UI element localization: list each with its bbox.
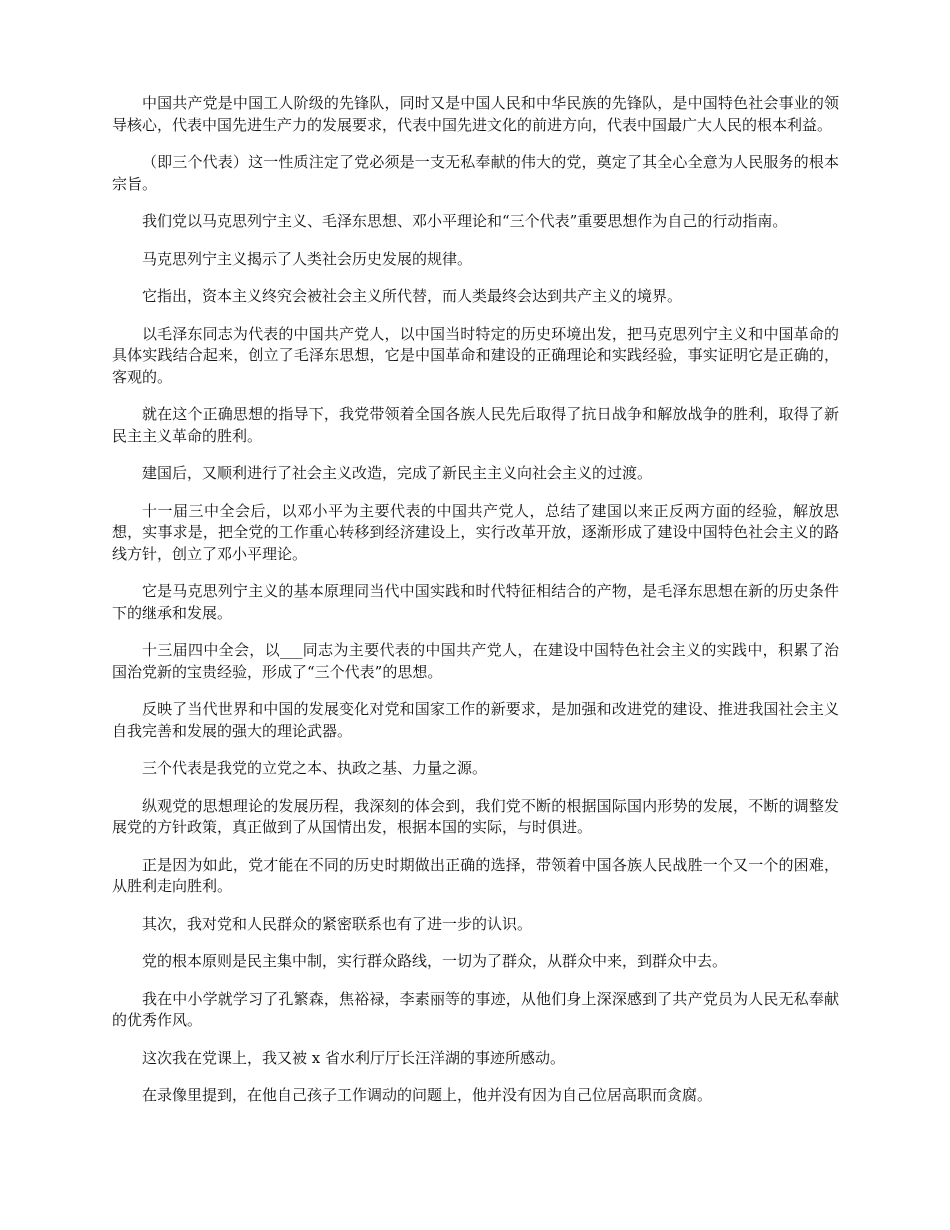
paragraph: 它是马克思列宁主义的基本原理同当代中国实践和时代特征相结合的产物，是毛泽东思想在新的历史条件下的继承和发展。: [112, 582, 839, 622]
paragraph: 十一届三中全会后，以邓小平为主要代表的中国共产党人，总结了建国以来正反两方面的经验，解放思想，实事求是，把全党的工作重心转移到经济建设上，实行改革开放，逐渐形成了建设中国特色社会主义的路线方针，创立了邓小平理论。: [112, 501, 839, 563]
paragraph: 三个代表是我党的立党之本、执政之基、力量之源。: [142, 759, 488, 777]
paragraph: 中国共产党是中国工人阶级的先锋队，同时又是中国人民和中华民族的先锋队，是中国特色社会事业的领导核心，代表中国先进生产力的发展要求，代表中国先进文化的前进方向，代表中国最广大人民的根本利益。: [112, 94, 839, 134]
paragraph: 这次我在党课上，我又被 x 省水利厅厅长汪洋湖的事迹所感动。: [142, 1048, 565, 1067]
paragraph: 党的根本原则是民主集中制，实行群众路线，一切为了群众，从群众中来，到群众中去。: [142, 952, 728, 970]
document-page: [112, 93, 839, 1123]
paragraph: 我在中小学就学习了孔繁森，焦裕禄，李素丽等的事迹，从他们身上深深感到了共产党员为人民无私奉献的优秀作风。: [112, 989, 839, 1029]
paragraph: 它指出，资本主义终究会被社会主义所代替，而人类最终会达到共产主义的境界。: [142, 287, 683, 305]
paragraph: 在录像里提到，在他自己孩子工作调动的问题上，他并没有因为自己位居高职而贪腐。: [142, 1086, 713, 1104]
paragraph: 其次，我对党和人民群众的紧密联系也有了进一步的认识。: [142, 914, 533, 933]
paragraph: 十三届四中全会，以___同志为主要代表的中国共产党人，在建设中国特色社会主义的实践中，积累了治国治党新的宝贵经验，形成了“三个代表”的思想。: [112, 641, 839, 681]
paragraph: 正是因为如此，党才能在不同的历史时期做出正确的选择，带领着中国各族人民战胜一个又一个的困难，从胜利走向胜利。: [112, 855, 839, 895]
paragraph: 建国后，又顺利进行了社会主义改造，完成了新民主主义向社会主义的过渡。: [142, 464, 653, 482]
paragraph: 马克思列宁主义揭示了人类社会历史发展的规律。: [142, 249, 473, 268]
paragraph: 纵观党的思想理论的发展历程，我深刻的体会到，我们党不断的根据国际国内形势的发展，不断的调整发展党的方针政策，真正做到了从国情出发，根据本国的实际，与时俱进。: [112, 796, 839, 836]
paragraph: 反映了当代世界和中国的发展变化对党和国家工作的新要求，是加强和改进党的建设、推进我国社会主义自我完善和发展的强大的理论武器。: [112, 700, 839, 740]
paragraph: 我们党以马克思列宁主义、毛泽东思想、邓小平理论和“三个代表”重要思想作为自己的行动指南。: [142, 212, 788, 230]
paragraph: （即三个代表）这一性质注定了党必须是一支无私奉献的伟大的党，奠定了其全心全意为人民服务的根本宗旨。: [112, 153, 839, 193]
paragraph: 以毛泽东同志为代表的中国共产党人，以中国当时特定的历史环境出发，把马克思列宁主义和中国革命的具体实践结合起来，创立了毛泽东思想，它是中国革命和建设的正确理论和实践经验，事实证明它是正确的，客观的。: [112, 324, 839, 386]
paragraph: 就在这个正确思想的指导下，我党带领着全国各族人民先后取得了抗日战争和解放战争的胜利，取得了新民主主义革命的胜利。: [112, 405, 839, 445]
